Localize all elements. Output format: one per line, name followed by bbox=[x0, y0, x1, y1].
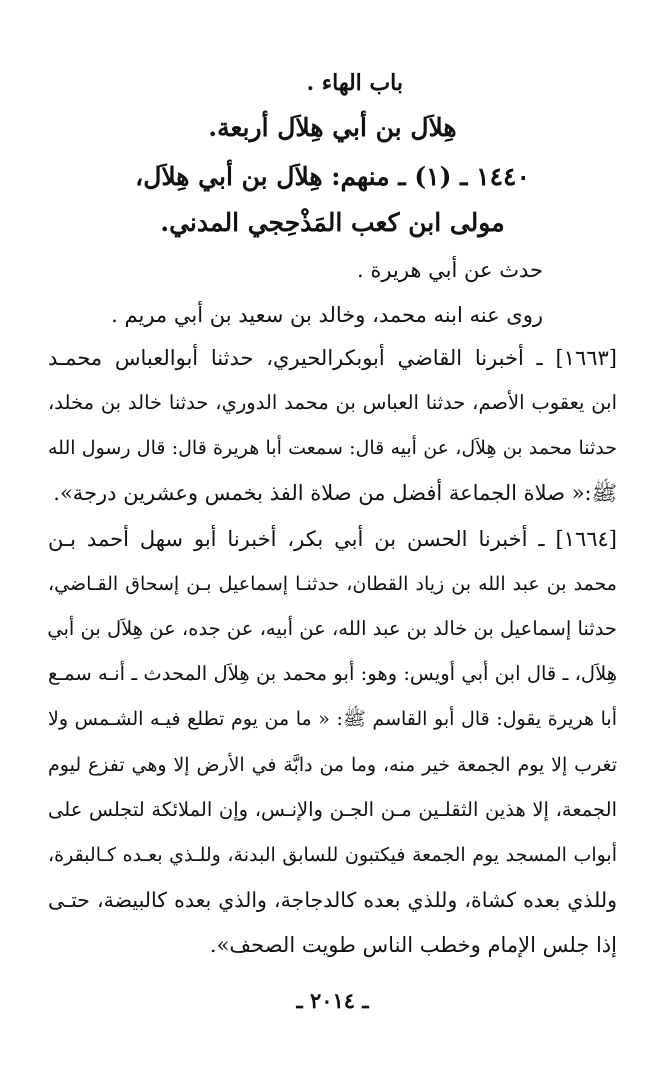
text-line: أبواب المسجد يوم الجمعة فيكتبون للسابق البدنة، وللـذي بعـده كـالبقرة، bbox=[48, 844, 617, 866]
text-line: تغرب إلا يوم الجمعة خير منه، وما من دابَّة في الأرض إلا وهي تفزع ليوم bbox=[48, 754, 617, 776]
text-line: إذا جلس الإمام وخطب الناس طويت الصحف». bbox=[209, 933, 617, 957]
text-line: ﷺ:« صلاة الجماعة أفضل من صلاة الفذ بخمس وعشرين درجة». bbox=[53, 481, 617, 505]
text-line: وللذي بعده كشاة، وللذي بعده كالدجاجة، والذي بعده كالبيضة، حتـى bbox=[48, 888, 617, 912]
section-title: هِلاَل بن أبي هِلاَل أربعة. bbox=[208, 113, 457, 142]
entry-heading-line-2: مولى ابن كعب المَذْحِجي المدني. bbox=[160, 208, 505, 237]
text-line: حدثنا إسماعيل بن خالد بن عبد الله، عن أبيه، عن جده، عن هِلاَل بن أبي bbox=[47, 617, 617, 640]
text-line: أبا هريرة يقول: قال أبو القاسم ﷺ: « ما من يوم تطلع فيـه الشـمس ولا bbox=[48, 708, 617, 730]
page-number: ـ ٢٠١٤ ـ bbox=[296, 988, 369, 1013]
entry-heading-line-1: ١٤٤٠ ـ (١) ـ منهم: هِلاَل بن أبي هِلاَل، bbox=[135, 162, 530, 191]
text-line: [١٦٦٣] ـ أخبرنا القاضي أبوبكرالحيري، حدثنا أبوالعباس محمـد bbox=[48, 346, 617, 370]
chapter-heading: باب الهاء . bbox=[306, 70, 403, 96]
text-line: حدث عن أبي هريرة . bbox=[357, 258, 543, 282]
text-line: حدثنا محمد بن هِلاَل، عن أبيه قال: سمعت أبا هريرة قال: قال رسول الله bbox=[48, 437, 617, 459]
text-line: الجمعة، إلا هذين الثقلـين مـن الجـن والإنـس، وإن الملائكة لتجلس على bbox=[48, 798, 617, 821]
text-line: ابن يعقوب الأصم، حدثنا العباس بن محمد الدوري، حدثنا خالد بن مخلد، bbox=[48, 391, 617, 414]
text-line: روى عنه ابنه محمد، وخالد بن سعيد بن أبي مريم . bbox=[111, 303, 543, 327]
text-line: [١٦٦٤] ـ أخبرنا الحسن بن أبي بكر، أخبرنا أبو سهل أحمد بـن bbox=[48, 527, 617, 551]
text-line: هِلاَل، ـ قال ابن أبي أويس: وهو: أبو محمد بن هِلاَل المحدث ـ أنـه سمـع bbox=[48, 662, 617, 685]
text-line: محمد بن عبد الله بن زياد القطان، حدثنـا إسماعيل بـن إسحاق القـاضي، bbox=[48, 573, 617, 595]
